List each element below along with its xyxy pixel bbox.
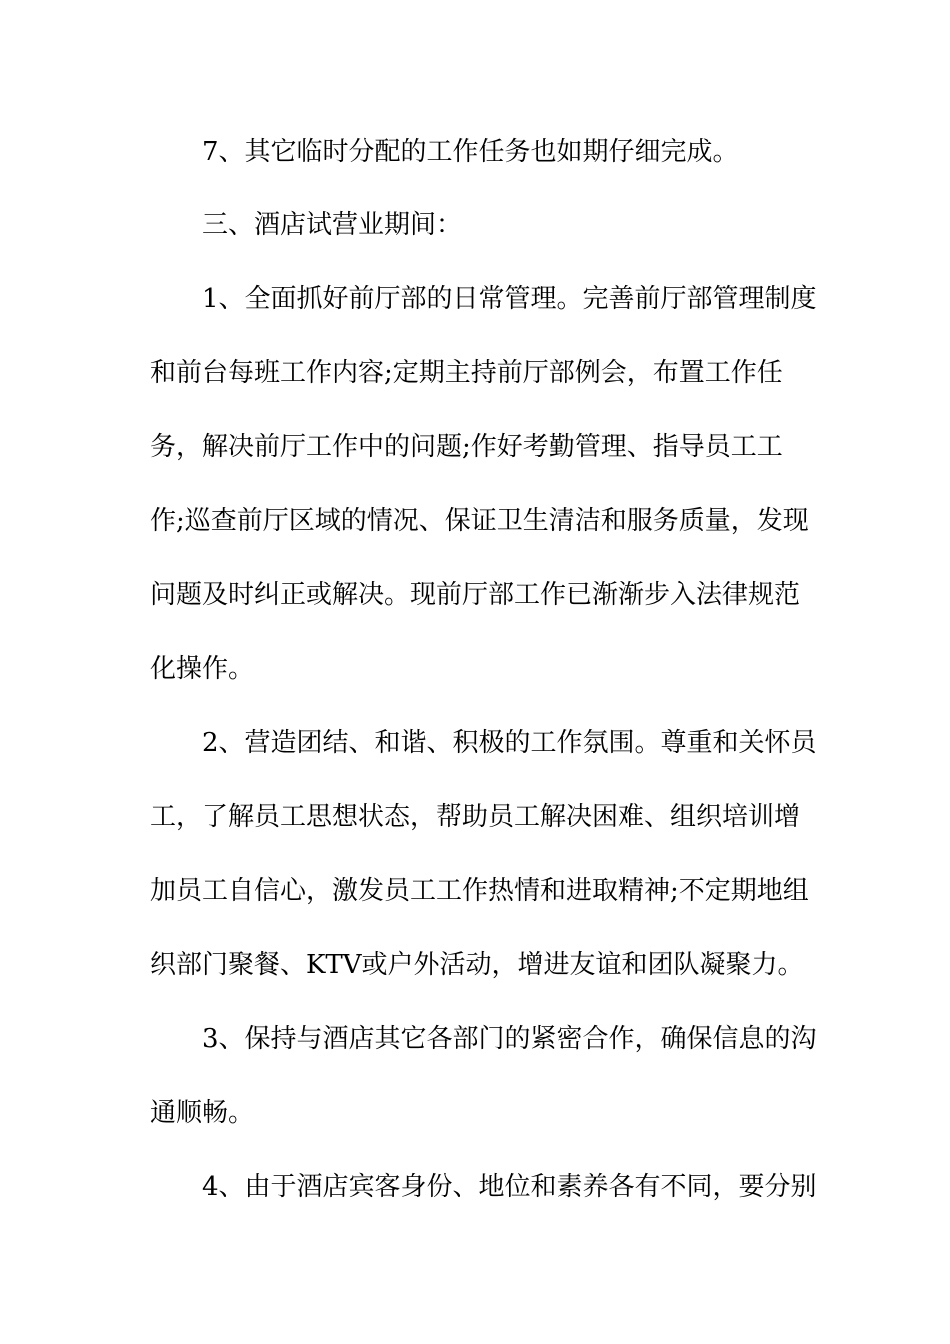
paragraph-2-line-3: 加员工自信心，激发员工工作热情和进取精神;不定期地组 <box>150 876 809 906</box>
paragraph-1-line-1: 1、全面抓好前厅部的日常管理。完善前厅部管理制度 <box>202 284 817 314</box>
paragraph-3-line-2: 通顺畅。 <box>150 1098 255 1128</box>
paragraph-2-line-2: 工，了解员工思想状态，帮助员工解决困难、组织培训增 <box>150 802 801 832</box>
paragraph-1-line-2: 和前台每班工作内容;定期主持前厅部例会，布置工作任 <box>150 358 783 388</box>
paragraph-3-line-1: 3、保持与酒店其它各部门的紧密合作，确保信息的沟 <box>202 1024 817 1054</box>
paragraph-4-line-1: 4、由于酒店宾客身份、地位和素养各有不同，要分别 <box>202 1172 817 1202</box>
paragraph-2-line-1: 2、营造团结、和谐、积极的工作氛围。尊重和关怀员 <box>202 728 817 758</box>
paragraph-1-line-5: 问题及时纠正或解决。现前厅部工作已渐渐步入法律规范 <box>150 580 801 610</box>
paragraph-1-line-3: 务，解决前厅工作中的问题;作好考勤管理、指导员工工 <box>150 432 783 462</box>
paragraph-1-line-4: 作;巡查前厅区域的情况、保证卫生清洁和服务质量，发现 <box>150 506 809 536</box>
paragraph-item-7: 7、其它临时分配的工作任务也如期仔细完成。 <box>202 137 739 167</box>
paragraph-1-line-6: 化操作。 <box>150 654 255 684</box>
paragraph-2-line-4: 织部门聚餐、KTV或户外活动，增进友谊和团队凝聚力。 <box>150 950 804 980</box>
section-heading-3: 三、酒店试营业期间： <box>202 210 463 240</box>
